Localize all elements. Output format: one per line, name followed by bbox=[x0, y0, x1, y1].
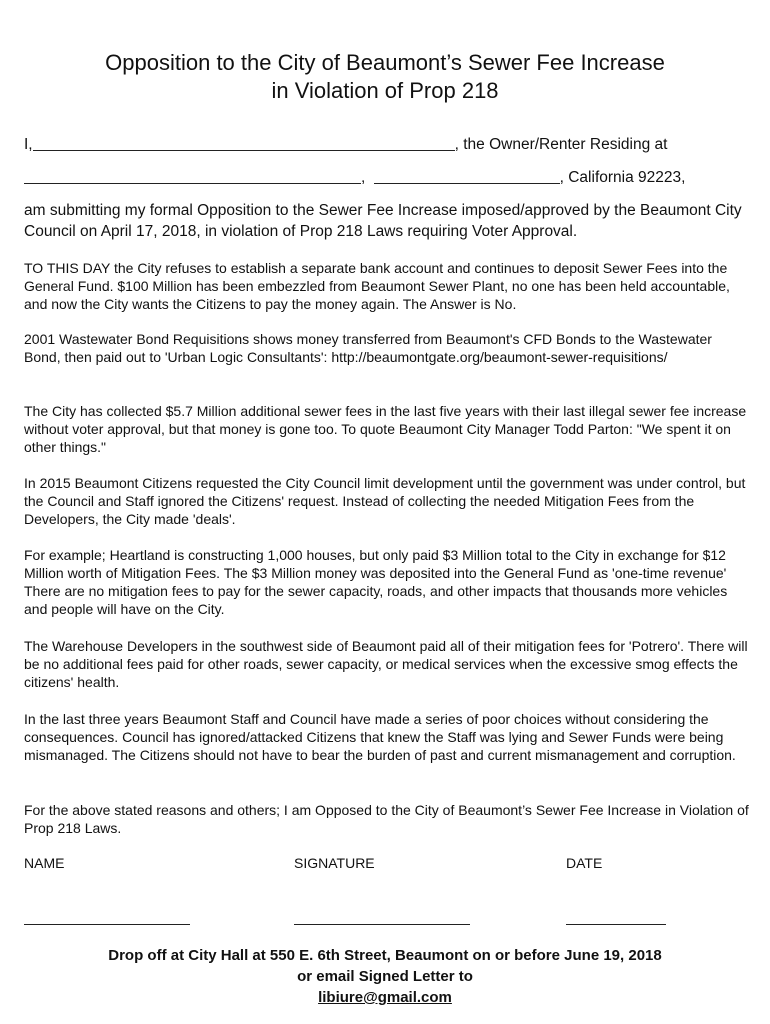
street-address-blank[interactable] bbox=[24, 182, 361, 184]
signature-line[interactable] bbox=[294, 924, 470, 925]
paragraph-conclusion: For the above stated reasons and others; I am Opposed to the City of Beaumont’s Sewer Fee Increase in Violation of Prop 218 Laws. bbox=[24, 802, 749, 836]
document-title bbox=[0, 49, 770, 105]
paragraph-poor-choices: In the last three years Beaumont Staff and Council have made a series of poor choices without considering the consequences. Council has ignored/attacked Citizens that knew the Staff was lying and Sewer Funds were being mismanaged. The Citizens should not have to bear the burden of past and current mismanagement and corruption. bbox=[24, 711, 736, 763]
opposition-statement: am submitting my formal Opposition to the Sewer Fee Increase imposed/approved by the Beaumont City Council on April 17, 2018, in violation of Prop 218 Laws requiring Voter Approval. bbox=[24, 202, 742, 240]
footer-email-prefix: or email Signed Letter to bbox=[297, 968, 473, 985]
paragraph-heartland: For example; Heartland is constructing 1,000 houses, but only paid $3 Million total to the City in exchange for $12 Million worth of Mitigation Fees. The $3 Million money was deposited into the General Fund as 'one-time revenue' There are no mitigation fees to pay for the sewer capacity, roads, and other impacts that thousands more vehicles and people will have on the City. bbox=[24, 547, 728, 617]
date-label: DATE bbox=[566, 855, 603, 871]
footer-line-2 bbox=[0, 966, 770, 1008]
footer-instructions bbox=[0, 945, 770, 1008]
name-label: NAME bbox=[24, 855, 65, 871]
city-blank[interactable] bbox=[374, 182, 560, 184]
title-line-1: Opposition to the City of Beaumont’s Sewer Fee Increase bbox=[105, 50, 665, 75]
paragraph-bond-requisitions: 2001 Wastewater Bond Requisitions shows money transferred from Beaumont's CFD Bonds to the Wastewater Bond, then paid out to 'Urban Logic Consultants': http://beaumontgate.org/beaumont-sewer-requisitions/ bbox=[24, 331, 712, 365]
paragraph-warehouse: The Warehouse Developers in the southwest side of Beaumont paid all of their mitigation fees for 'Potrero'. There will be no additional fees paid for other roads, sewer capacity, or medical services when the excessive smog effects the citizens' health. bbox=[24, 638, 748, 690]
paragraph-2015-request: In 2015 Beaumont Citizens requested the City Council limit development until the government was under control, but the Council and Staff ignored the Citizens' request. Instead of collecting the needed Mitigation Fees from the Developers, the City made 'deals'. bbox=[24, 475, 746, 527]
address-comma: , bbox=[361, 169, 366, 186]
paragraph-bank-account: TO THIS DAY the City refuses to establish a separate bank account and continues to deposit Sewer Fees into the General Fund. $100 Million has been embezzled from Beaumont Sewer Plant, no one has been held accountable, and now the City wants the Citizens to pay the money again. The Answer is No. bbox=[24, 260, 730, 312]
state-suffix: , California 92223, bbox=[559, 169, 686, 186]
name-line[interactable] bbox=[24, 924, 190, 925]
owner-line bbox=[24, 136, 667, 154]
date-line[interactable] bbox=[566, 924, 666, 925]
email-link[interactable]: libiure@gmail.com bbox=[318, 989, 452, 1006]
title-line-2: in Violation of Prop 218 bbox=[271, 78, 499, 103]
signature-label: SIGNATURE bbox=[294, 855, 375, 871]
footer-line-1: Drop off at City Hall at 550 E. 6th Street, Beaumont on or before June 19, 2018 bbox=[108, 947, 662, 964]
address-line bbox=[24, 169, 685, 187]
owner-prefix: I, bbox=[24, 136, 33, 153]
owner-name-blank[interactable] bbox=[33, 149, 455, 151]
paragraph-collected-fees: The City has collected $5.7 Million additional sewer fees in the last five years with their last illegal sewer fee increase without voter approval, but that money is gone too. To quote Beaumont City Manager Todd Parton: "We spent it on other things." bbox=[24, 403, 747, 455]
owner-suffix: , the Owner/Renter Residing at bbox=[454, 136, 668, 153]
